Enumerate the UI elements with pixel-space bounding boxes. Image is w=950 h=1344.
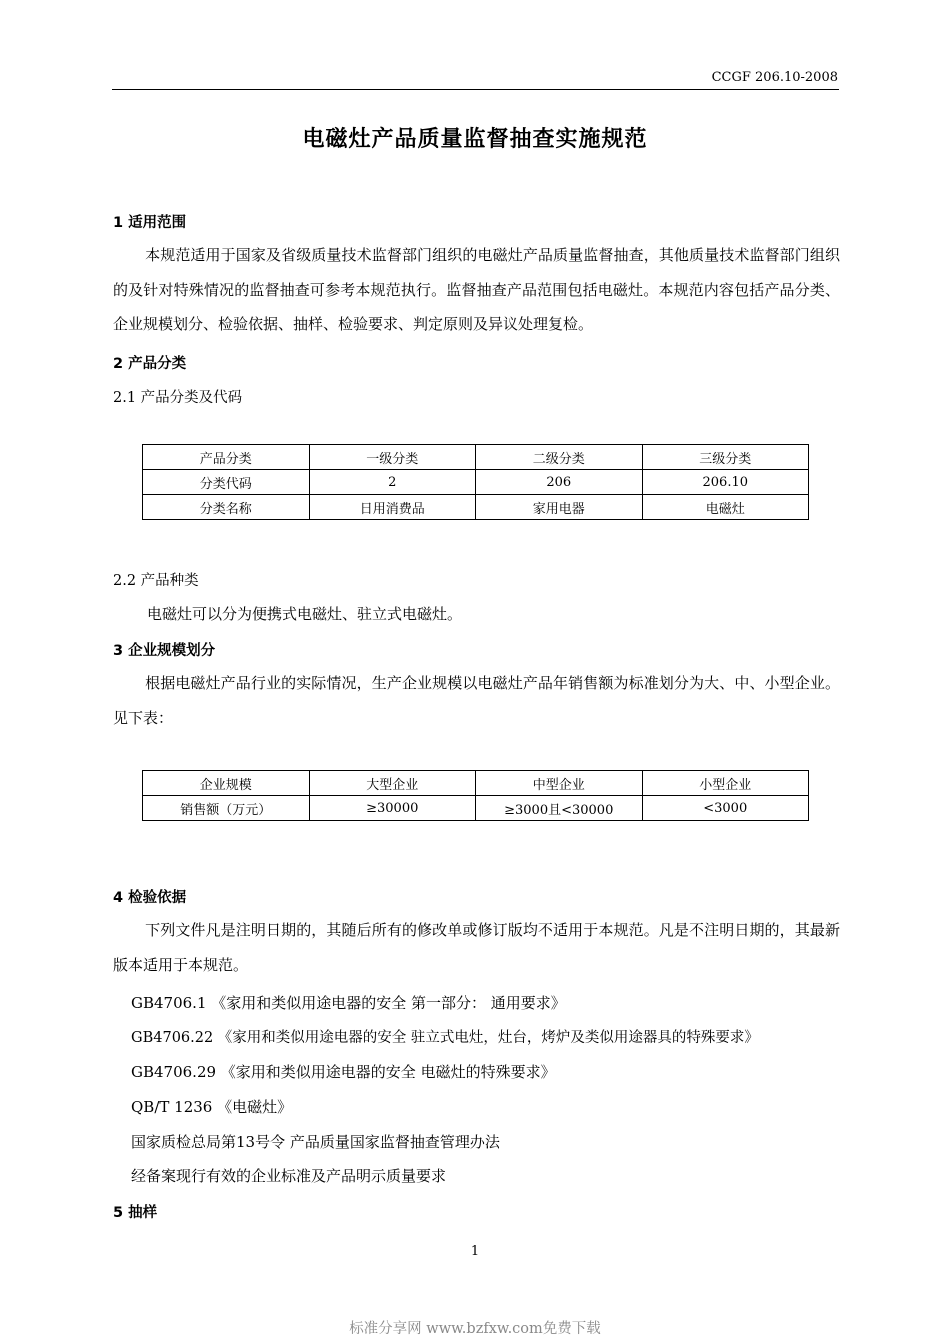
- table-cell: 206: [476, 470, 643, 495]
- table-cell: 中型企业: [476, 771, 643, 796]
- table-cell: ≥3000且<30000: [476, 796, 643, 821]
- section-3-heading: 3 企业规模划分: [113, 643, 216, 659]
- table-cell: 销售额（万元）: [143, 796, 310, 821]
- table-cell: 206.10: [642, 470, 809, 495]
- table-row: [143, 796, 809, 821]
- document-title: 电磁灶产品质量监督抽查实施规范: [302, 127, 648, 152]
- reference-item: GB4706.29 《家用和类似用途电器的安全 电磁灶的特殊要求》: [131, 1063, 556, 1081]
- footer-watermark: 标准分享网 www.bzfxw.com免费下载: [349, 1321, 601, 1337]
- table-cell: 电磁灶: [642, 495, 809, 520]
- table-cell: 分类代码: [143, 470, 310, 495]
- table-cell: 产品分类: [143, 445, 310, 470]
- section-4-paragraph: [113, 913, 840, 982]
- section-1-text: 本规范适用于国家及省级质量技术监督部门组织的电磁灶产品质量监督抽查，其他质量技术监督部门组织的及针对特殊情况的监督抽查可参考本规范执行。监督抽查产品范围包括电磁灶。本规范内容包括产品分类、企业规模划分、检验依据、抽样、检验要求、判定原则及异议处理复检。: [113, 246, 840, 333]
- section-5-heading: 5 抽样: [113, 1205, 158, 1221]
- enterprise-scale-table: [142, 770, 809, 821]
- section-2-heading: 2 产品分类: [113, 356, 187, 372]
- section-2-2-paragraph: 电磁灶可以分为便携式电磁灶、驻立式电磁灶。: [147, 605, 463, 623]
- table-cell: 分类名称: [143, 495, 310, 520]
- section-4-heading: 4 检验依据: [113, 890, 187, 906]
- reference-item: GB4706.22 《家用和类似用途电器的安全 驻立式电灶，灶台，烤炉及类似用途器具的特殊要求》: [131, 1030, 759, 1046]
- reference-item: GB4706.1 《家用和类似用途电器的安全 第一部分： 通用要求》: [131, 994, 566, 1012]
- table-row: [143, 495, 809, 520]
- table-cell: 2: [309, 470, 476, 495]
- table-cell: 三级分类: [642, 445, 809, 470]
- table-cell: 一级分类: [309, 445, 476, 470]
- table-cell: <3000: [642, 796, 809, 821]
- page-number: 1: [470, 1244, 480, 1259]
- table-row: [143, 771, 809, 796]
- section-2-2-heading: 2.2 产品种类: [113, 573, 199, 589]
- product-classification-table: [142, 444, 809, 520]
- table-row: [143, 470, 809, 495]
- section-1-heading: 1 适用范围: [113, 215, 187, 231]
- section-3-text: 根据电磁灶产品行业的实际情况，生产企业规模以电磁灶产品年销售额为标准划分为大、中、小型企业。见下表：: [113, 674, 840, 727]
- reference-item: QB/T 1236 《电磁灶》: [131, 1098, 293, 1116]
- section-2-1-heading: 2.1 产品分类及代码: [113, 390, 243, 406]
- table-cell: 二级分类: [476, 445, 643, 470]
- section-1-paragraph: [113, 238, 840, 342]
- table-row: [143, 445, 809, 470]
- header-rule: [112, 89, 839, 90]
- section-4-text: 下列文件凡是注明日期的，其随后所有的修改单或修订版均不适用于本规范。凡是不注明日期的，其最新版本适用于本规范。: [113, 921, 840, 974]
- table-cell: 日用消费品: [309, 495, 476, 520]
- table-cell: 家用电器: [476, 495, 643, 520]
- table-cell: 大型企业: [309, 771, 476, 796]
- table-cell: 小型企业: [642, 771, 809, 796]
- reference-item: 经备案现行有效的企业标准及产品明示质量要求: [131, 1167, 447, 1185]
- table-cell: 企业规模: [143, 771, 310, 796]
- table-cell: ≥30000: [309, 796, 476, 821]
- reference-item: 国家质检总局第13号令 产品质量国家监督抽查管理办法: [131, 1133, 500, 1151]
- section-3-paragraph: [113, 666, 840, 735]
- document-code: CCGF 206.10-2008: [711, 70, 838, 85]
